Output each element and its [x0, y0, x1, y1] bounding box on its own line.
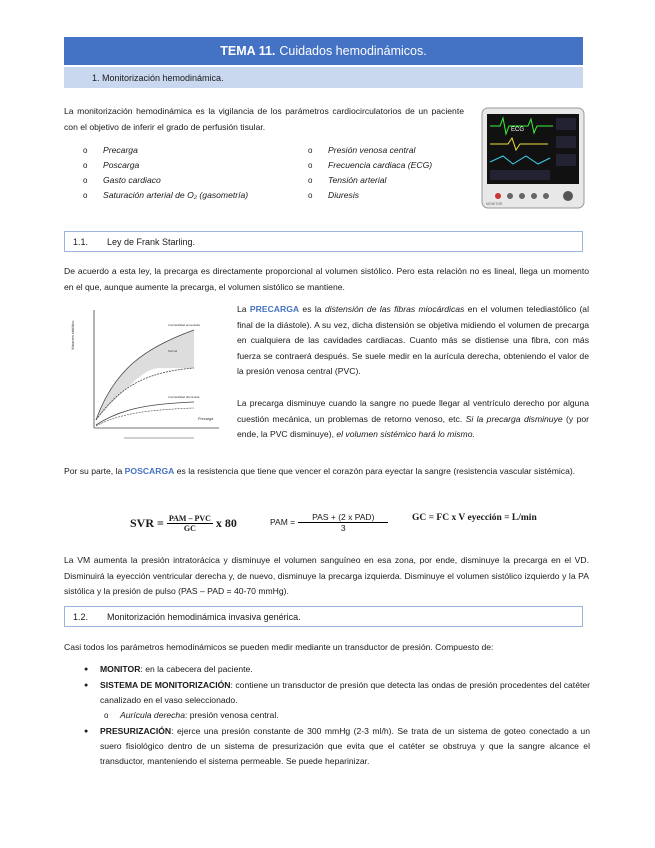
precarga-keyword: PRECARGA — [249, 304, 300, 314]
list-item: ● SISTEMA DE MONITORIZACIÓN: contiene un transductor de presión que detecta las ondas de presión procedentes del catéter canalizado en el vaso seleccionado. o Aurícula derecha: presión venosa central. — [80, 678, 590, 723]
param-item: o Presión venosa central — [308, 143, 478, 158]
param-item: o Saturación arterial de O₂ (gasometría) — [83, 188, 283, 203]
patient-monitor-image — [478, 104, 588, 216]
sub-list-item: o Aurícula derecha: presión venosa central. — [104, 710, 279, 720]
gc-formula: GC = FC x V eyección = L/min — [412, 513, 537, 523]
chart-x-label: Precarga — [198, 417, 214, 421]
transductor-intro: Casi todos los parámetros hemodinámicos se pueden medir mediante un transductor de presión. Compuesto de: — [64, 642, 494, 652]
topic-number: TEMA 11. — [220, 44, 276, 58]
chart-label-increased: Contractilidad aumentada — [168, 323, 200, 327]
frank-starling-chart — [64, 300, 234, 450]
svr-formula: SVR = $\frac{\text{PAM – PVC}}{GC}$ x 80 — [130, 513, 237, 533]
poscarga-paragraph: Por su parte, la POSCARGA es la resistencia que tiene que vencer el corazón para eyectar la sangre (resistencia vascular sistémica). — [64, 466, 576, 476]
curve-contractility-decreased — [96, 402, 194, 425]
params-list-right — [308, 143, 478, 203]
chart-label-normal: Normal — [168, 349, 178, 353]
precarga-paragraph-2: La precarga disminuye cuando la sangre no puede llegar al ventrículo derecho por alguna cuestión mecánica, un problemas de retorno venoso, etc. Si la precarga disminuye (y por ende, la PVC disminuye), el volumen sistémico hará lo mismo. — [237, 398, 589, 439]
chart-label-decreased: Contractilidad disminuida — [168, 395, 200, 399]
subsection-1-1: 1.1. Ley de Frank Starling. — [64, 231, 583, 252]
poscarga-keyword: POSCARGA — [124, 466, 175, 476]
list-item: ● PRESURIZACIÓN: ejerce una presión constante de 300 mmHg (2-3 ml/h). Se trata de un sistema de goteo conectado a un suero fisiológico dentro de un sistema de presurización que evita que el catéter se obstruya y que la sangre alcance el transductor, manteniendo el sistema permeable. Se puede heparinizar. — [80, 724, 590, 769]
topic-title-bar — [64, 37, 583, 65]
param-item: o Precarga — [83, 143, 283, 158]
starling-intro: De acuerdo a esta ley, la precarga es directamente proporcional al volumen sistólico. Pero esta relación no es lineal, llega un momento en el que, aunque aumente la precarga, el volumen sistólico se mantiene. — [64, 266, 589, 292]
subsection-1-2: 1.2. Monitorización hemodinámica invasiva genérica. — [64, 606, 583, 627]
topic-title: Cuidados hemodinámicos. — [279, 44, 427, 58]
intro-paragraph: La monitorización hemodinámica es la vigilancia de los parámetros cardiocirculatorios de un paciente con el objetivo de inferir el grado de perfusión tisular. — [64, 106, 464, 132]
chart-y-label: Volumen sistólico — [71, 320, 75, 350]
components-list — [80, 662, 590, 770]
list-item: ● MONITOR: en la cabecera del paciente. — [80, 662, 590, 677]
params-list-left — [83, 143, 283, 203]
param-item: o Gasto cardiaco — [83, 173, 283, 188]
valsalva-paragraph: La VM aumenta la presión intratorácica y disminuye el volumen sanguíneo en esa zona, por ende, disminuye la precarga en el VD. Disminuirá la eyección ventricular derecha y, de nuevo, disminuye la precarga izquierda. Disminuye el volumen sistólico izquierdo y la PA sistólica y la presión de pulso (PAS – PAD = 40-70 mmHg). — [64, 555, 589, 596]
precarga-paragraph-1: La PRECARGA es la distensión de las fibras miocárdicas en el volumen telediastólico (al final de la diástole). A su vez, dicha distensión se objetiva midiendo el volumen de precarga en cualquiera de las cavidades cardiacas. Cuanto más se distiense una fibra, con más fuerza se contraerá después. Se suele medir en la aurícula derecha, obteniendo el valor de la presión venosa central (PVC). — [237, 304, 589, 376]
monitor-brand: MONITOR — [486, 202, 503, 206]
param-item: o Diuresis — [308, 188, 478, 203]
pam-formula: PAM = $\frac{\text{PAS + (2 x PAD)}}{3}$ — [270, 502, 391, 542]
param-item: o Frecuencia cardiaca (ECG) — [308, 158, 478, 173]
param-item: o Poscarga — [83, 158, 283, 173]
monitor-screen-label: ECG — [511, 127, 525, 133]
param-item: o Tensión arterial — [308, 173, 478, 188]
section-heading-1: 1. Monitorización hemodinámica. — [64, 67, 583, 88]
